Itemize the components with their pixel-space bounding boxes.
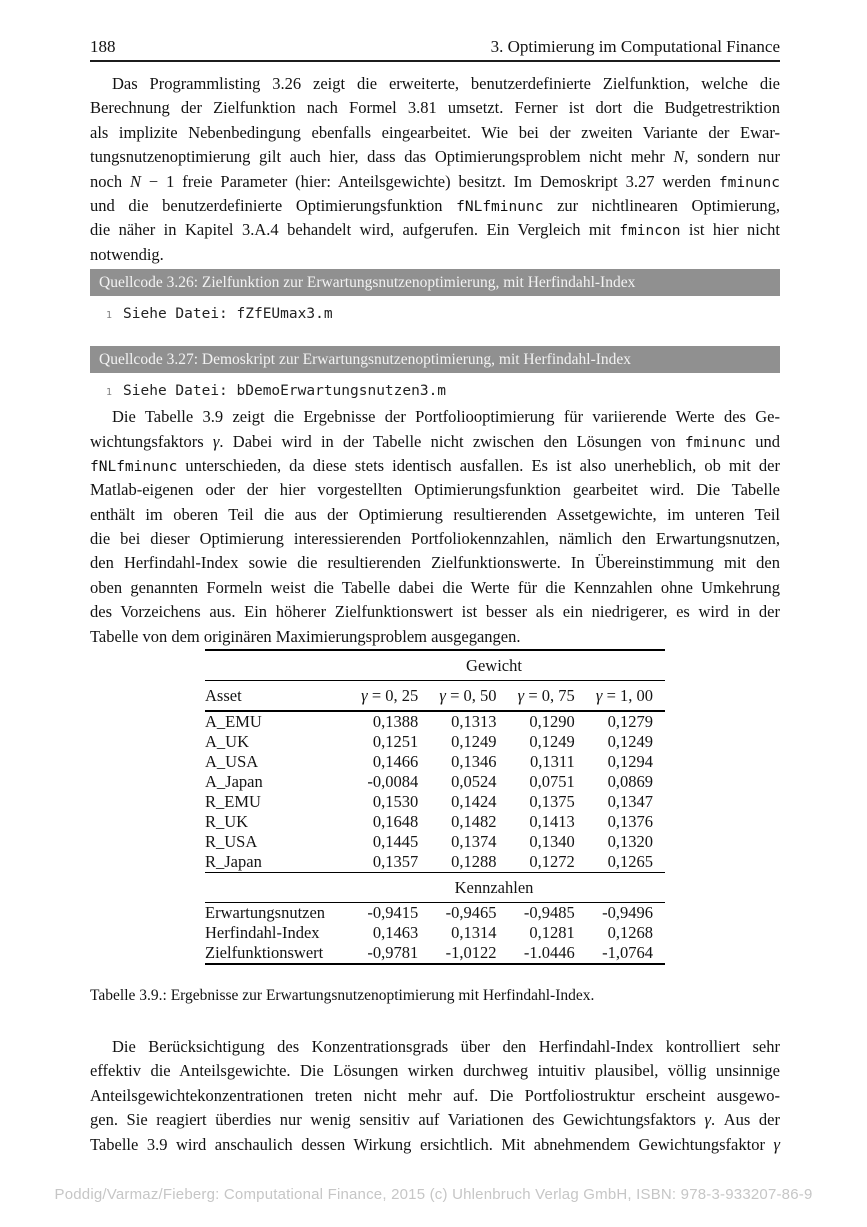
inline-text: die bei dieser Optimierung interessierenden Portfoliokennzahlen, nämlich den Erwartungsnutzen,: [90, 529, 780, 549]
cell-value: 0,1424: [451, 792, 497, 812]
page-footer: Poddig/Varmaz/Fieberg: Computational Finance, 2015 (c) Uhlenbruch Verlag GmbH, ISBN: 978-3-933207-86-9: [54, 1186, 813, 1203]
cell-value: -0,9415: [367, 903, 419, 923]
inline-code: fNLfminunc: [456, 198, 544, 215]
code-line: [106, 304, 780, 324]
row-label: Zielfunktionswert: [205, 943, 324, 963]
cell-value: 0,1347: [607, 792, 653, 812]
row-label: R_USA: [205, 832, 258, 852]
inline-code: fminunc: [718, 174, 780, 191]
inline-text: Tabelle 3.9 wird anschaulich dessen Wirkung ersichtlich. Mit abnehmendem Gewichtungsfaktor: [90, 1134, 774, 1154]
column-header: [497, 681, 575, 710]
inline-text: tungsnutzenoptimierung gilt auch hier, dass das Optimierungsproblem nicht mehr: [90, 147, 674, 167]
cell-value: 0,0751: [529, 772, 575, 792]
inline-text: die näher in Kapitel 3.A.4 behandelt wird, aufgerufen. Ein Vergleich mit: [90, 220, 620, 240]
text-line: [90, 430, 780, 454]
inline-math: γ: [595, 686, 603, 706]
table-caption: Tabelle 3.9.: Ergebnisse zur Erwartungsnutzenoptimierung mit Herfindahl-Index.: [90, 987, 595, 1005]
cell-value: 0,1376: [607, 812, 653, 832]
cell-value: 0,1530: [372, 792, 419, 812]
cell-value: 0,1265: [607, 852, 653, 872]
text-line: [90, 243, 780, 267]
inline-text: als implizite Nebenbedingung ebenfalls eingearbeitet. Wie bei der zweiten Variante der Ewar-: [90, 122, 780, 142]
row-label: A_Japan: [205, 772, 263, 792]
text-line: [90, 170, 780, 194]
table-row: [205, 903, 665, 923]
text-line: [90, 218, 780, 242]
row-label: R_Japan: [205, 852, 262, 872]
inline-text: Matlab-eigenen oder der hier vorgestellten Optimierungsfunktion gearbeitet wird. Die Tabelle: [90, 480, 780, 500]
cell-value: 0,1279: [607, 712, 653, 732]
cell-value: 0,1463: [372, 923, 419, 943]
paragraph-discussion: [90, 1035, 780, 1157]
chapter-title: 3. Optimierung im Computational Finance: [490, 37, 780, 56]
cell-value: 0,1374: [451, 832, 497, 852]
table-row: [205, 792, 665, 812]
cell-value: 0,1445: [372, 832, 419, 852]
text-line: [90, 1084, 780, 1108]
inline-text: Die Tabelle 3.9 zeigt die Ergebnisse der Portfoliooptimierung für variierende Werte des Ge-: [112, 407, 780, 427]
text-line: [90, 121, 780, 145]
row-label: A_EMU: [205, 712, 262, 732]
inline-math: γ: [439, 686, 446, 706]
table-row: [205, 923, 665, 943]
inline-text: − 1 freie Parameter (hier: Anteilsgewichte) besitzt. Im Demoskript 3.27 werden: [141, 171, 719, 191]
text-line: [90, 1133, 780, 1157]
inline-text: noch: [90, 171, 130, 191]
inline-text: zur nichtlinearen Optimierung,: [543, 195, 781, 215]
code-line-number: 1: [106, 387, 113, 399]
row-label: Herfindahl-Index: [205, 923, 320, 943]
table-row: [205, 812, 665, 832]
inline-text: unterschieden, da diese stets identisch ausfallen. Es ist also unerheblich, ob mit der: [177, 455, 780, 475]
code-text: Siehe Datei: bDemoErwartungsnutzen3.m: [123, 383, 447, 400]
inline-text: . Aus der: [711, 1110, 781, 1130]
table-row: [205, 832, 665, 852]
cell-value: -1,0764: [602, 943, 653, 963]
cell-value: 0,1466: [372, 752, 419, 772]
cell-value: 0,1251: [372, 732, 419, 752]
inline-math: γ: [517, 686, 525, 706]
cell-value: 0,1249: [451, 732, 497, 752]
inline-text: notwendig.: [90, 244, 164, 264]
row-label: Erwartungsnutzen: [205, 903, 326, 923]
table-row: [205, 772, 665, 792]
code-listing-3-26: [90, 269, 780, 324]
table-row: [205, 732, 665, 752]
text-line: [90, 551, 780, 575]
cell-value: 0,1320: [607, 832, 653, 852]
inline-math: γ: [212, 431, 220, 451]
inline-text: Die Berücksichtigung des Konzentrationsgrads über den Herfindahl-Index kontrolliert sehr: [112, 1037, 780, 1057]
table-row: [205, 712, 665, 732]
inline-text: = 0, 75: [524, 686, 575, 706]
cell-value: -0,9485: [523, 903, 575, 923]
inline-math: N: [129, 171, 141, 191]
cell-value: 0,1290: [529, 712, 575, 732]
inline-text: Berechnung der Zielfunktion nach Formel 3.81 umsetzt. Ferner ist dort die Budgetrestriktion: [90, 98, 780, 118]
listing-title: Quellcode 3.26: Zielfunktion zur Erwartungsnutzenoptimierung, mit Herfindahl-Index: [99, 273, 636, 291]
table-header-row: [205, 681, 665, 710]
cell-value: 0,1281: [529, 923, 575, 943]
cell-value: -0,0084: [367, 772, 419, 792]
cell-value: 0,1413: [529, 812, 575, 832]
results-table: [205, 649, 665, 965]
cell-value: 0,1272: [529, 852, 575, 872]
table-row: [205, 752, 665, 772]
table-rule: [205, 963, 665, 965]
inline-text: , sondern nur: [684, 147, 780, 167]
inline-math: γ: [773, 1134, 780, 1154]
text-line: [90, 527, 780, 551]
column-header: [340, 681, 418, 710]
row-label: A_USA: [205, 752, 259, 772]
table-group-header: Gewicht: [466, 656, 522, 676]
text-line: [90, 478, 780, 502]
cell-value: 0,1388: [372, 712, 419, 732]
column-header: [418, 681, 496, 710]
cell-value: 0,1288: [451, 852, 497, 872]
inline-text: und die benutzerdefinierte Optimierungsfunktion: [90, 195, 457, 215]
cell-value: -0,9465: [445, 903, 497, 923]
row-label: R_UK: [205, 812, 249, 832]
inline-code: fmincon: [619, 223, 681, 240]
text-column: [90, 0, 780, 1157]
code-line: [106, 381, 780, 401]
text-line: [90, 600, 780, 624]
page-header: [90, 0, 780, 62]
inline-math: γ: [361, 686, 368, 706]
text-line: [90, 194, 780, 218]
inline-math: γ: [704, 1110, 711, 1130]
inline-text: und: [746, 431, 780, 451]
inline-text: effektiv die Anteilsgewichte. Die Lösungen wirken durchweg intuitiv plausibel, völlig unsinnige: [90, 1061, 780, 1081]
table-row: [205, 852, 665, 872]
code-listing-3-27: [90, 346, 780, 401]
text-line: [90, 625, 780, 649]
cell-value: -0,9496: [602, 903, 653, 923]
inline-text: oben genannten Formeln weist die Tabelle dabei die Werte für die Kennzahlen ohne Umkehrung: [90, 577, 780, 597]
cell-value: 0,1482: [451, 812, 497, 832]
text-line: [90, 454, 780, 478]
cell-value: 0,0524: [451, 772, 497, 792]
inline-code: fNLfminunc: [90, 458, 178, 475]
cell-value: 0,0869: [607, 772, 653, 792]
row-label: A_UK: [205, 732, 249, 752]
listing-title: Quellcode 3.27: Demoskript zur Erwartungsnutzenoptimierung, mit Herfindahl-Index: [99, 350, 632, 368]
inline-code: fminunc: [684, 434, 746, 451]
row-label: Asset: [205, 686, 242, 706]
cell-value: 0,1357: [372, 852, 419, 872]
inline-text: Anteilsgewichtekonzentrationen treten nicht mehr auf. Die Portfoliostruktur erscheint ausgewo-: [90, 1085, 780, 1105]
cell-value: 0,1648: [372, 812, 419, 832]
cell-value: 0,1346: [451, 752, 497, 772]
inline-text: Tabelle von dem originären Maximierungsproblem ausgegangen.: [90, 626, 521, 646]
listing-title-bar: [90, 269, 780, 296]
cell-value: 0,1313: [451, 712, 497, 732]
text-line: [90, 1108, 780, 1132]
code-line-number: 1: [106, 310, 113, 322]
cell-value: 0,1294: [607, 752, 653, 772]
paragraph-intro: [90, 72, 780, 267]
text-line: [90, 405, 780, 429]
text-line: [90, 503, 780, 527]
text-line: [90, 576, 780, 600]
inline-text: = 0, 25: [367, 686, 419, 706]
paragraph-table-description: [90, 405, 780, 649]
inline-text: ist hier nicht: [680, 220, 781, 240]
listing-title-bar: [90, 346, 780, 373]
inline-text: = 1, 00: [602, 686, 653, 706]
inline-math: N: [673, 147, 685, 167]
text-line: [90, 96, 780, 120]
inline-text: . Dabei wird in der Tabelle nicht zwischen den Lösungen von: [219, 431, 685, 451]
inline-text: des Vorzeichens aus. Ein höherer Zielfunktionswert ist besser als ein niedrigerer, es wird in der: [90, 602, 780, 622]
text-line: [90, 72, 780, 96]
cell-value: 0,1314: [451, 923, 497, 943]
row-label: R_EMU: [205, 792, 261, 812]
inline-text: wichtungsfaktors: [90, 431, 213, 451]
cell-value: 0,1311: [529, 752, 575, 772]
cell-value: -1.0446: [523, 943, 575, 963]
cell-value: 0,1340: [529, 832, 575, 852]
inline-text: Das Programmlisting 3.26 zeigt die erweiterte, benutzerdefinierte Zielfunktion, welche die: [112, 74, 780, 93]
cell-value: -1,0122: [445, 943, 497, 963]
page-number: 188: [90, 37, 116, 56]
cell-value: 0,1375: [529, 792, 575, 812]
inline-text: gen. Sie reagiert überdies nur wenig sensitiv auf Variationen des Gewichtungsfaktors: [90, 1110, 705, 1130]
text-line: [90, 1059, 780, 1083]
inline-text: = 0, 50: [445, 686, 497, 706]
table-group-header: Kennzahlen: [454, 878, 534, 898]
cell-value: 0,1249: [607, 732, 653, 752]
cell-value: -0,9781: [367, 943, 419, 963]
code-text: Siehe Datei: fZfEUmax3.m: [123, 306, 333, 323]
table-row: [205, 943, 665, 963]
inline-text: den Herfindahl-Index sowie die resultierenden Zielfunktionswerte. In Übereinstimmung mit den: [90, 553, 780, 573]
text-line: [90, 1035, 780, 1059]
text-line: [90, 145, 780, 169]
cell-value: 0,1268: [607, 923, 653, 943]
column-header: [575, 681, 653, 710]
cell-value: 0,1249: [529, 732, 575, 752]
inline-text: enthält im oberen Teil die aus der Optimierung resultierenden Assetgewichte, im unteren Teil: [90, 504, 780, 524]
